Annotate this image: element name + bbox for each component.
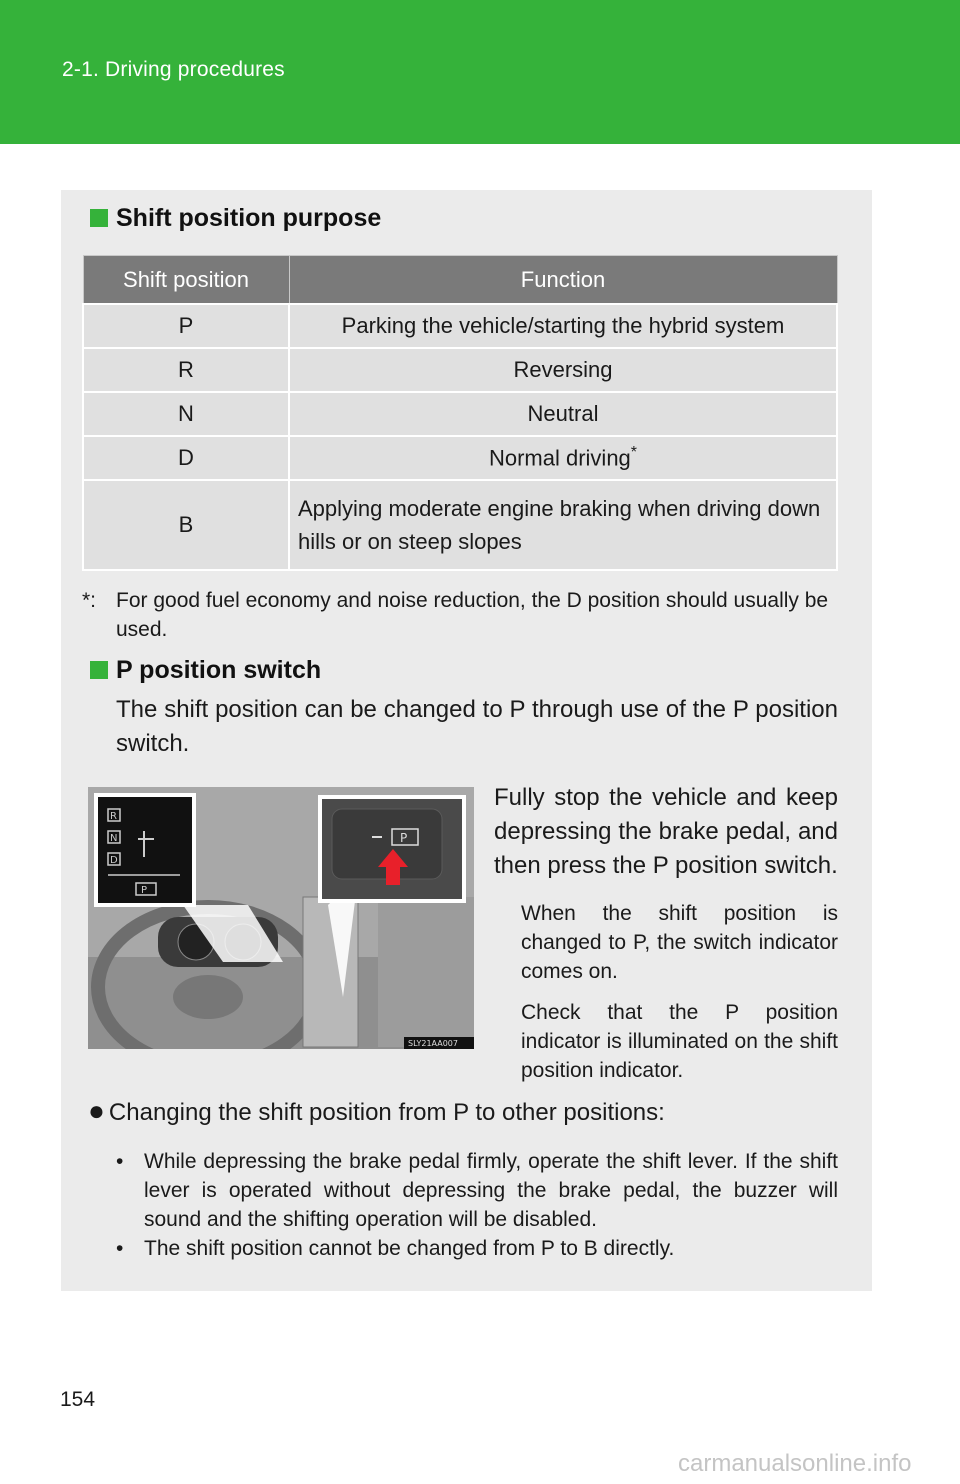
green-square-icon xyxy=(90,661,108,679)
changing-list xyxy=(116,1147,838,1263)
function-cell xyxy=(289,436,837,480)
switch-indicator-note: When the shift position is changed to P, the switch indicator comes on. xyxy=(521,902,838,983)
shift-position-table xyxy=(82,255,838,571)
p-switch-heading xyxy=(90,656,321,685)
p-switch-instruction: Fully stop the vehicle and keep depressing the brake pedal, and then press the P position switch. xyxy=(494,784,838,879)
dashboard-illustration xyxy=(88,787,474,1049)
function-cell: Neutral xyxy=(289,392,837,436)
chapter-header xyxy=(0,0,960,144)
watermark: carmanualsonline.info xyxy=(678,1450,912,1477)
section-title: 2-1. Driving procedures xyxy=(62,58,285,81)
position-cell: R xyxy=(83,348,289,392)
bullet-icon: • xyxy=(116,1150,124,1173)
heading-text: P position switch xyxy=(116,656,322,684)
shift-purpose-heading xyxy=(90,204,381,233)
function-cell: Applying moderate engine braking when driving down hills or on steep slopes xyxy=(289,480,837,570)
table-row xyxy=(83,436,837,480)
list-item xyxy=(116,1234,838,1263)
p-switch-letter: P xyxy=(400,831,408,845)
position-cell: N xyxy=(83,392,289,436)
list-item xyxy=(116,1147,838,1234)
changing-heading-text: Changing the shift position from P to other positions: xyxy=(108,1099,665,1126)
figure-code: SLY21AA007 xyxy=(408,1039,458,1048)
p-switch-intro: The shift position can be changed to P through use of the P position switch. xyxy=(116,696,838,757)
table-row xyxy=(83,480,837,570)
footnote xyxy=(82,586,838,644)
table-row xyxy=(83,304,837,348)
footnote-marker: * xyxy=(630,444,638,462)
bullet-icon: • xyxy=(116,1237,124,1260)
table-row xyxy=(83,392,837,436)
footnote-mark: *: xyxy=(82,589,97,612)
table-row xyxy=(83,348,837,392)
function-text: Normal driving xyxy=(488,445,631,471)
indicator-check-note: Check that the P position indicator is illuminated on the shift position indicator. xyxy=(521,1001,838,1082)
function-cell: Reversing xyxy=(289,348,837,392)
indicator-p-letter: P xyxy=(141,885,148,896)
dashboard-svg xyxy=(88,787,474,1049)
footnote-text: For good fuel economy and noise reduction, the D position should usually be used. xyxy=(116,589,829,641)
green-square-icon xyxy=(90,209,108,227)
heading-text: Shift position purpose xyxy=(116,204,382,232)
position-cell: D xyxy=(83,436,289,480)
list-item-text: While depressing the brake pedal firmly, operate the shift lever. If the shift lever is operated without depressing the brake pedal, the buzzer will sound and the shifting operation will be disabled. xyxy=(144,1150,838,1231)
position-cell: B xyxy=(83,480,289,570)
bullet-dot-icon: ● xyxy=(88,1095,105,1126)
table-header-row xyxy=(83,256,837,305)
column-header: Shift position xyxy=(83,256,289,305)
changing-heading xyxy=(88,1095,665,1127)
page-number: 154 xyxy=(60,1388,96,1411)
indicator-letter-d: D xyxy=(110,855,118,866)
indicator-letter-r: R xyxy=(110,811,117,822)
function-cell: Parking the vehicle/starting the hybrid system xyxy=(289,304,837,348)
position-cell: P xyxy=(83,304,289,348)
column-header: Function xyxy=(289,256,837,305)
list-item-text: The shift position cannot be changed from P to B directly. xyxy=(144,1237,675,1260)
indicator-letter-n: N xyxy=(110,833,118,844)
